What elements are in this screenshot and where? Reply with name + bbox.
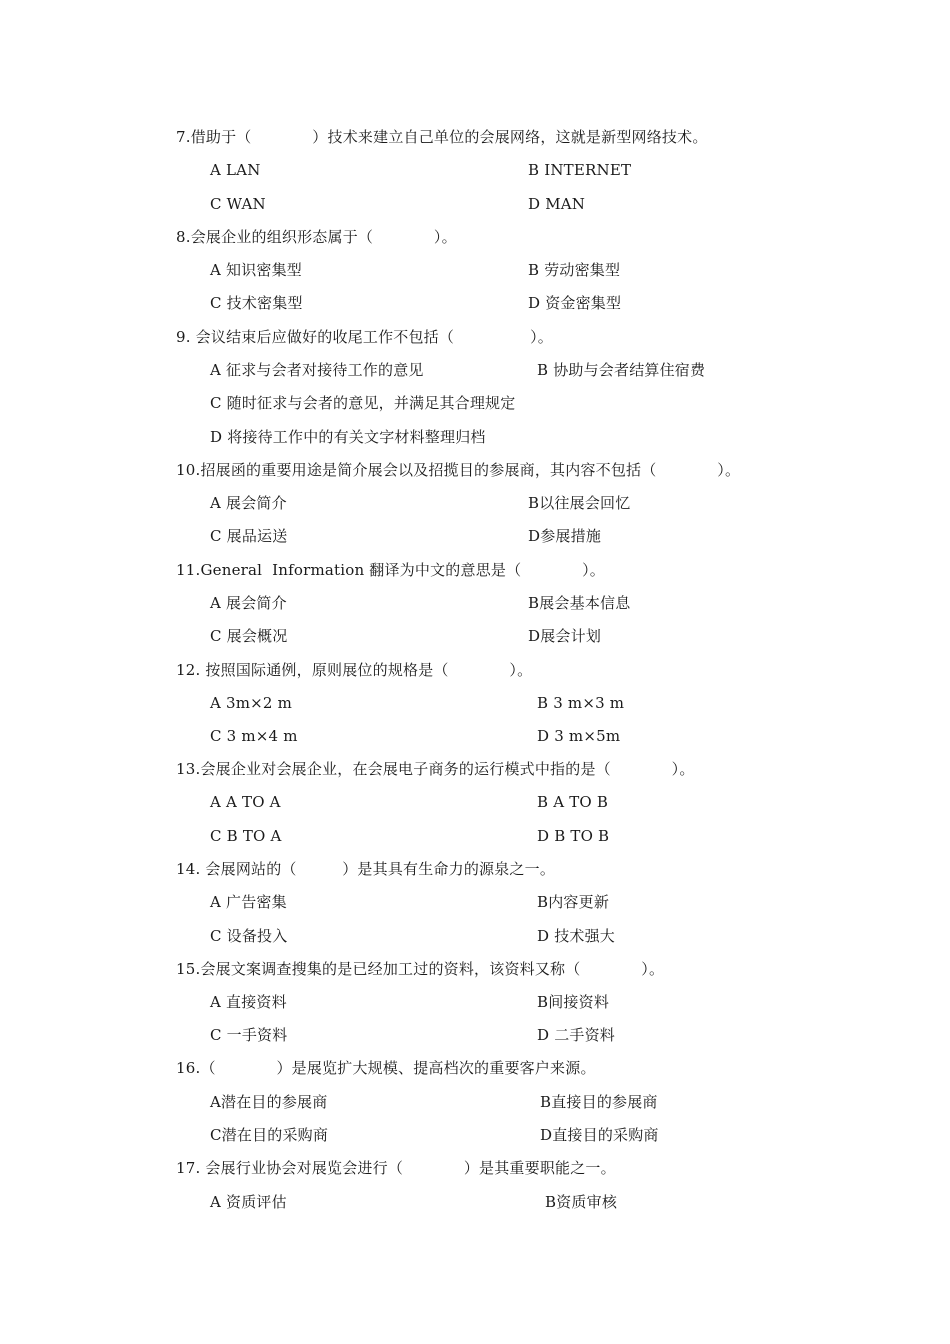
question-9-option-c: C 随时征求与会者的意见，并满足其合理规定 [210,394,516,412]
question-11: 11.General Information 翻译为中文的意思是（ ）。 [176,561,605,579]
question-16-option-a: A潜在目的参展商 [210,1093,328,1111]
question-7-option-c: C WAN [210,195,266,213]
question-14-option-c: C 设备投入 [210,927,288,945]
question-9-option-d: D 将接待工作中的有关文字材料整理归档 [210,428,486,446]
question-14: 14. 会展网站的（ ）是其具有生命力的源泉之一。 [176,860,556,878]
question-12-option-d: D 3 m×5m [537,727,621,745]
question-11-option-b: B展会基本信息 [528,594,631,612]
question-12-option-a: A 3m×2 m [210,694,293,712]
question-17-option-b: B资质审核 [545,1193,618,1211]
question-9: 9. 会议结束后应做好的收尾工作不包括（ ）。 [176,328,553,346]
question-16-option-c: C潜在目的采购商 [210,1126,329,1144]
question-7-option-d: D MAN [528,195,586,213]
question-12: 12. 按照国际通例，原则展位的规格是（ ）。 [176,661,533,679]
question-10-option-d: D参展措施 [528,527,602,545]
question-7-option-a: A LAN [210,161,261,179]
question-13-option-b: B A TO B [537,793,609,811]
question-14-option-b: B内容更新 [537,893,610,911]
question-9-option-b: B 协助与会者结算住宿费 [537,361,706,379]
question-12-option-c: C 3 m×4 m [210,727,298,745]
question-10-option-b: B以往展会回忆 [528,494,631,512]
question-8-option-b: B 劳动密集型 [528,261,621,279]
question-11-option-c: C 展会概况 [210,627,288,645]
question-10-option-a: A 展会简介 [210,494,287,512]
question-16: 16.（ ）是展览扩大规模、提高档次的重要客户来源。 [176,1059,596,1077]
question-7: 7.借助于（ ）技术来建立自己单位的会展网络，这就是新型网络技术。 [176,128,708,146]
question-13: 13.会展企业对会展企业，在会展电子商务的运行模式中指的是（ ）。 [176,760,695,778]
question-16-option-d: D直接目的采购商 [540,1126,659,1144]
question-16-option-b: B直接目的参展商 [540,1093,658,1111]
question-11-option-d: D展会计划 [528,627,602,645]
question-12-option-b: B 3 m×3 m [537,694,625,712]
question-13-option-d: D B TO B [537,827,610,845]
question-17: 17. 会展行业协会对展览会进行（ ）是其重要职能之一。 [176,1159,616,1177]
question-17-option-a: A 资质评估 [210,1193,287,1211]
question-10-option-c: C 展品运送 [210,527,288,545]
question-11-option-a: A 展会简介 [210,594,287,612]
question-8: 8.会展企业的组织形态属于（ ）。 [176,228,457,246]
question-15-option-a: A 直接资料 [210,993,287,1011]
question-14-option-a: A 广告密集 [210,893,287,911]
question-8-option-c: C 技术密集型 [210,294,303,312]
question-8-option-d: D 资金密集型 [528,294,622,312]
question-13-option-c: C B TO A [210,827,282,845]
question-15: 15.会展文案调查搜集的是已经加工过的资料，该资料又称（ ）。 [176,960,665,978]
question-15-option-b: B间接资料 [537,993,610,1011]
question-14-option-d: D 技术强大 [537,927,615,945]
question-10: 10.招展函的重要用途是简介展会以及招揽目的参展商，其内容不包括（ ）。 [176,461,741,479]
question-15-option-d: D 二手资料 [537,1026,615,1044]
question-15-option-c: C 一手资料 [210,1026,288,1044]
question-8-option-a: A 知识密集型 [210,261,303,279]
question-7-option-b: B INTERNET [528,161,632,179]
question-13-option-a: A A TO A [210,793,281,811]
question-9-option-a: A 征求与会者对接待工作的意见 [210,361,424,379]
